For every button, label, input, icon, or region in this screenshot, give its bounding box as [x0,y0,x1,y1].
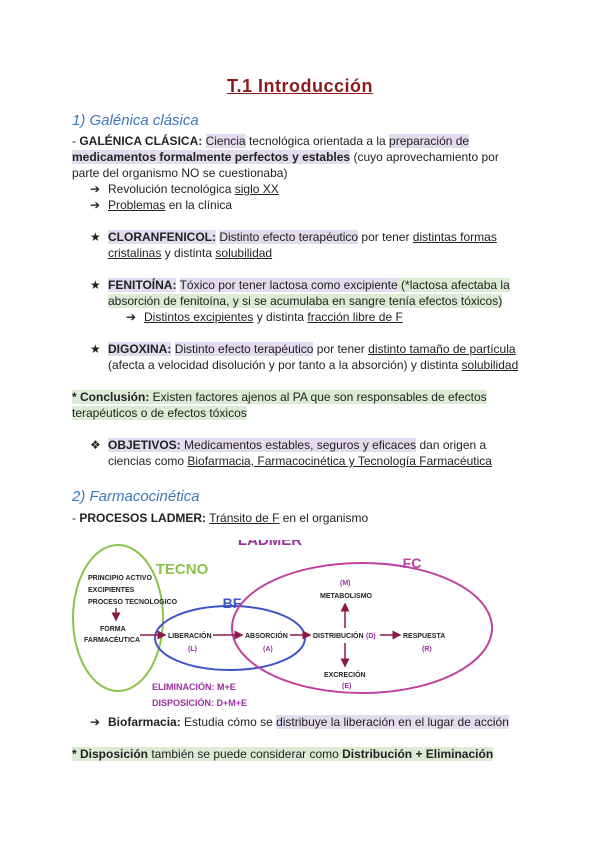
galenica-label: GALÉNICA CLÁSICA: [79,134,203,148]
left-item: PROCESO TECNOLOGICO [88,599,178,606]
galenica-intro-line1: - GALÉNICA CLÁSICA: Ciencia tecnológica orientada a la preparación de [72,134,470,148]
distribucion-label: DISTRIBUCIÓN [313,633,364,640]
digoxina-line2: (afecta a velocidad disolución y por tanto a la absorción) y distinta solubilidad [108,358,519,372]
absorcion-abbr: (A) [263,646,273,653]
objetivos-line2: ciencias como Biofarmacia, Farmacocinética y Tecnología Farmacéutica [108,454,492,468]
list-item: ➔ Revolución tecnológica siglo XX [90,182,279,196]
forma-label: FORMA [100,626,126,633]
forma-label2: FARMACÉUTICA [84,637,140,644]
conclusion-line1: * Conclusión: Existen factores ajenos al PA que son responsables de efectos [72,390,487,404]
diamond-icon: ❖ [90,438,101,452]
digoxina-line1: ★ DIGOXINA: Distinto efecto terapéutico por tener distinto tamaño de partícula [90,342,516,356]
arrow-icon: ➔ [90,198,101,212]
metabolismo-label: METABOLISMO [320,593,372,600]
respuesta-label: RESPUESTA [403,633,446,640]
respuesta-abbr: (R) [422,646,432,653]
absorcion-label: ABSORCIÓN [245,633,288,640]
ladmer-diagram-svg [70,540,540,710]
objetivos-line1: ❖ OBJETIVOS: Medicamentos estables, seguros y eficaces dan origen a [90,438,487,452]
arrow-icon: ➔ [126,310,137,324]
disposicion-caption: DISPOSICIÓN: D+M+E [152,698,248,708]
excrecion-abbr: (E) [342,683,352,690]
fenitoina-line2: absorción de fenitoína, y si se acumulaba en sangre tenía efectos tóxicos) [108,294,503,308]
ladmer-title: LADMER [237,540,303,549]
biofarmacia-line: ➔ Biofarmacia: Estudia cómo se distribuye la liberación en el lugar de acción [90,715,509,729]
star-icon: ★ [90,278,101,292]
tecno-ellipse [73,545,163,691]
fc-label: FC [402,555,422,571]
conclusion-line2: terapéuticos o de efectos tóxicos [72,406,247,420]
tecno-label: TECNO [155,561,209,578]
fenitoina-subitem: ➔ Distintos excipientes y distinta fracción libre de F [126,310,403,324]
galenica-intro-line2: medicamentos formalmente perfectos y estables (cuyo aprovechamiento por [72,150,499,164]
fenitoina-line1: ★ FENITOÍNA: Tóxico por tener lactosa como excipiente (*lactosa afectaba la [90,278,510,292]
section-heading-farmacocinetica: 2) Farmacocinética [72,488,200,505]
section-heading-galenica: 1) Galénica clásica [72,112,199,129]
arrow-icon: ➔ [90,182,101,196]
bf-label: BF [222,595,242,611]
galenica-intro-line3: parte del organismo NO se cuestionaba) [72,166,288,180]
excrecion-label: EXCRECIÓN [324,672,366,679]
list-item: ➔ Problemas en la clínica [90,198,233,212]
left-item: EXCIPIENTES [88,587,135,594]
liberacion-abbr: (L) [188,646,197,653]
ladmer-intro: - PROCESOS LADMER: Tránsito de F en el organismo [72,511,369,525]
disposicion-note: * Disposición también se puede considerar como Distribución + Eliminación [72,747,494,761]
left-item: PRINCIPIO ACTIVO [88,575,152,582]
star-icon: ★ [90,342,101,356]
metabolismo-abbr: (M) [340,580,351,587]
cloranfenicol-line2: cristalinas y distinta solubilidad [108,246,273,260]
liberacion-label: LIBERACIÓN [168,633,212,640]
arrow-icon: ➔ [90,715,101,729]
ladmer-diagram [70,540,540,710]
eliminacion-caption: ELIMINACIÓN: M+E [152,682,236,692]
star-icon: ★ [90,230,101,244]
distribucion-abbr: (D) [366,633,376,640]
cloranfenicol-line1: ★ CLORANFENICOL: Distinto efecto terapéutico por tener distintas formas [90,230,497,244]
page-title: T.1 Introducción [226,76,373,96]
